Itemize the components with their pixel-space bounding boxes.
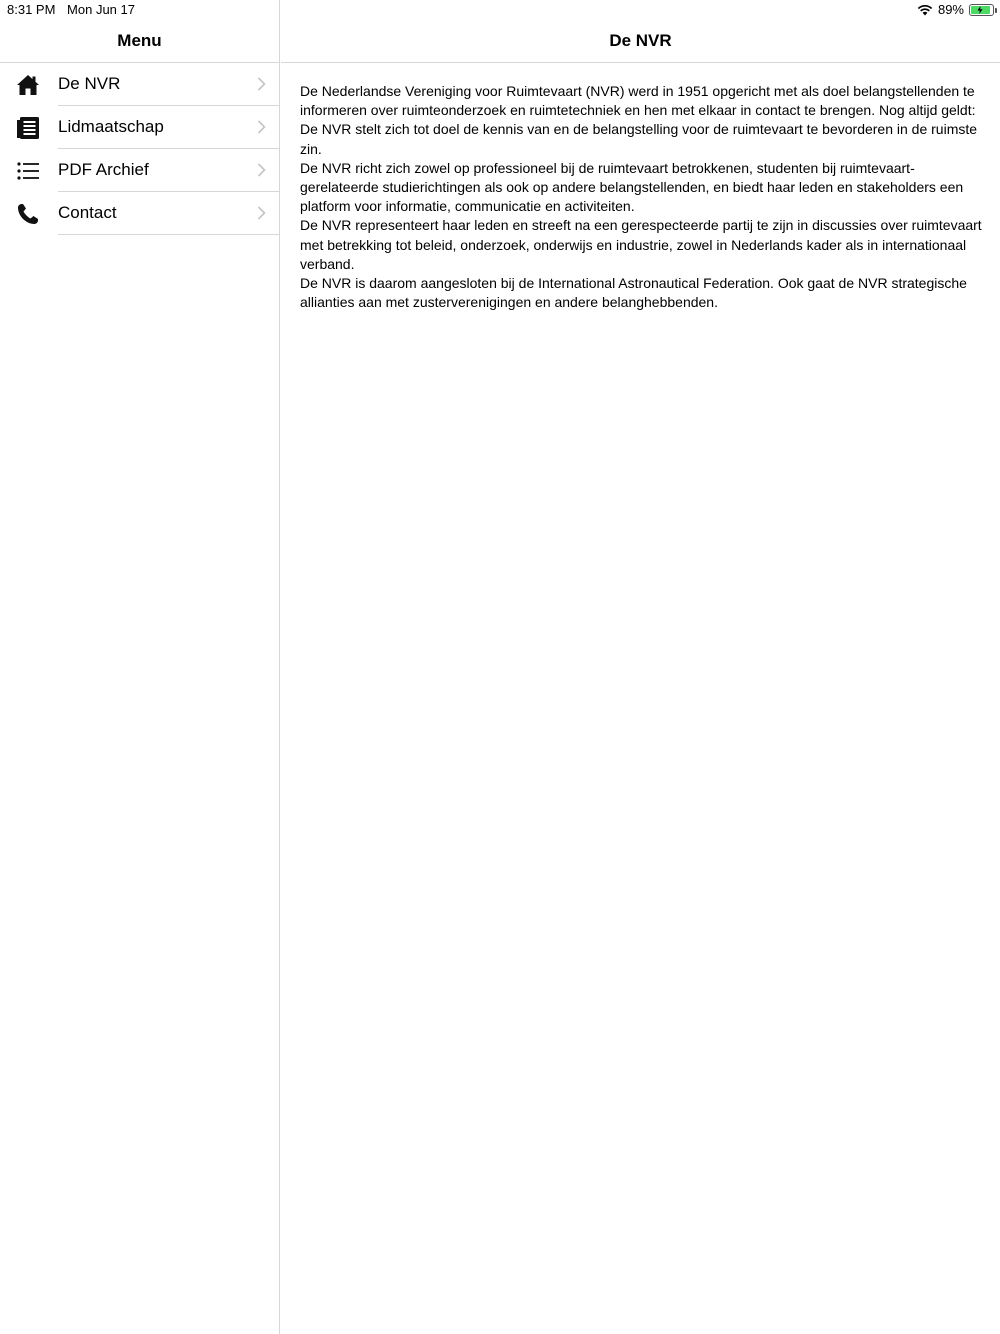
menu-item-de-nvr[interactable] — [0, 63, 280, 106]
battery-fill — [971, 6, 990, 14]
chevron-right-icon — [257, 77, 266, 91]
status-time: 8:31 PM — [7, 2, 56, 17]
newspaper-icon — [0, 106, 58, 149]
wifi-icon — [917, 4, 933, 16]
battery-percentage: 89% — [937, 2, 964, 17]
menu-item-label: Contact — [58, 203, 117, 222]
menu-item-label: Lidmaatschap — [58, 117, 164, 136]
chevron-right-icon — [257, 206, 266, 220]
status-date: Mon Jun 17 — [67, 2, 135, 17]
battery-icon — [969, 4, 994, 16]
list-icon — [0, 149, 58, 192]
menu-item-label: PDF Archief — [58, 160, 149, 179]
detail-text — [300, 82, 986, 312]
sidebar-title: Menu — [0, 20, 279, 63]
phone-icon — [0, 192, 58, 235]
page-title: De NVR — [281, 20, 1000, 63]
menu-list — [0, 63, 280, 235]
menu-item-contact[interactable] — [0, 192, 280, 235]
paragraph: De NVR richt zich zowel op professioneel bij de ruimtevaart betrokkenen, studenten bij ruimtevaart-gerelateerde studierichtingen als ook op andere belangstellenden, en biedt haar leden en stakeholders een platform voor informatie, communicatie en activiteiten. — [300, 159, 964, 215]
menu-item-lidmaatschap[interactable] — [0, 106, 280, 149]
chevron-right-icon — [257, 163, 266, 177]
home-icon — [0, 63, 58, 106]
paragraph: De NVR representeert haar leden en streeft na een gerespecteerde partij te zijn in discussies over ruimtevaart met betrekking tot beleid, onderzoek, onderwijs en industrie, zowel in Nederlands kader als in internationaal verband. — [300, 217, 982, 272]
paragraph: De NVR is daarom aangesloten bij de International Astronautical Federation. Ook gaat de NVR strategische allianties aan met zusterverenigingen en andere belanghebbenden. — [300, 275, 967, 311]
menu-item-pdf-archief[interactable] — [0, 149, 280, 192]
paragraph: De Nederlandse Vereniging voor Ruimtevaart (NVR) werd in 1951 opgericht met als doel belangstellenden te informeren over ruimteonderzoek en ruimtetechniek en hen met elkaar in contact te brengen. Nog altijd geldt: — [300, 83, 976, 119]
chevron-right-icon — [257, 120, 266, 134]
detail-pane — [281, 0, 1000, 1334]
sidebar — [0, 0, 280, 1334]
charging-bolt-icon — [977, 6, 983, 14]
status-bar — [0, 0, 1000, 20]
menu-item-label: De NVR — [58, 74, 121, 93]
paragraph: De NVR stelt zich tot doel de kennis van en de belangstelling voor de ruimtevaart te bevorderen in de ruimste zin. — [300, 121, 978, 157]
